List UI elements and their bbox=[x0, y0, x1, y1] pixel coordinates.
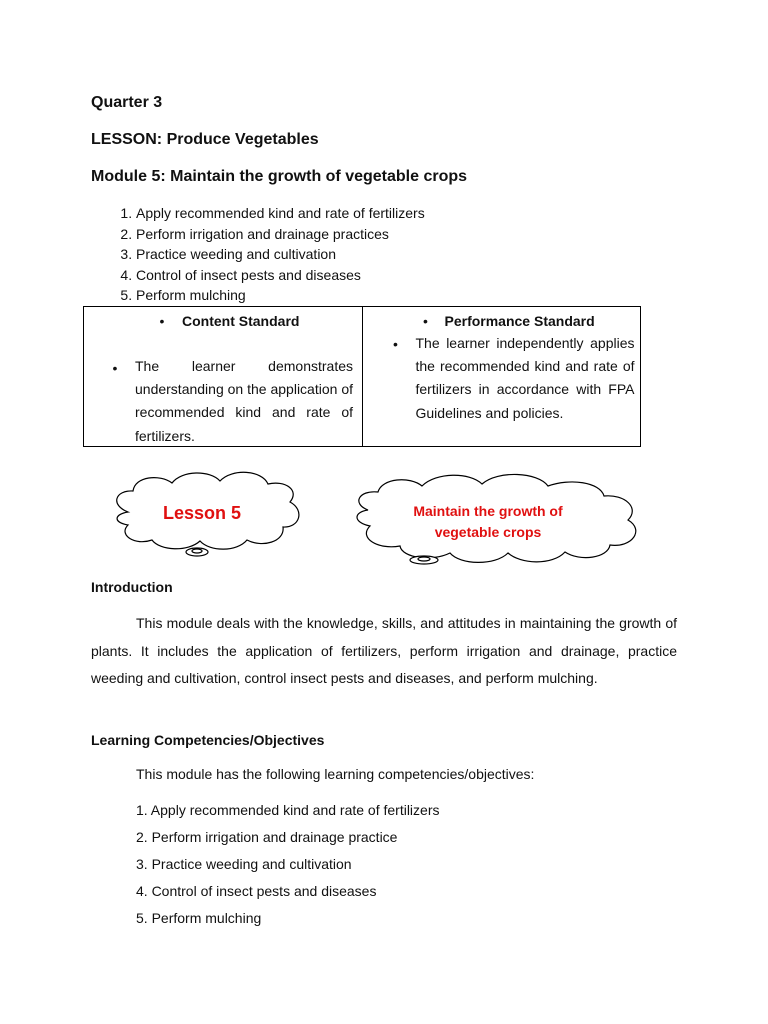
content-standard-text: The learner demonstrates understanding on the application of recommended kind and rate of fertilizers. bbox=[135, 358, 353, 444]
list-item: 2. Perform irrigation and drainage practices bbox=[136, 224, 425, 245]
list-item: 4. Control of insect pests and diseases bbox=[136, 265, 425, 286]
lesson-heading: LESSON: Produce Vegetables bbox=[91, 131, 319, 148]
performance-standard-header: Performance Standard bbox=[444, 313, 595, 329]
competencies-list bbox=[136, 797, 440, 932]
competencies-heading: Learning Competencies/Objectives bbox=[91, 732, 325, 748]
bullet-icon: • bbox=[112, 360, 118, 376]
lesson-cloud-label: Lesson 5 bbox=[162, 503, 242, 523]
list-item: 2. Perform irrigation and drainage practice bbox=[136, 829, 398, 845]
list-item: 1. Apply recommended kind and rate of fertilizers bbox=[136, 203, 425, 224]
performance-standard-text: The learner independently applies the recommended kind and rate of fertilizers in accordance with FPA Guidelines and policies. bbox=[415, 335, 635, 421]
list-item: 5. Perform mulching bbox=[136, 285, 425, 306]
bullet-icon: • bbox=[393, 336, 398, 352]
list-item: 4. Control of insect pests and diseases bbox=[136, 883, 377, 899]
quarter-heading: Quarter 3 bbox=[91, 94, 163, 111]
list-item: 3. Practice weeding and cultivation bbox=[136, 856, 352, 872]
module-heading: Module 5: Maintain the growth of vegetable crops bbox=[91, 168, 468, 185]
bullet-icon: • bbox=[159, 313, 165, 329]
introduction-heading: Introduction bbox=[91, 579, 173, 595]
content-standard-header: Content Standard bbox=[182, 313, 300, 329]
list-item: 1. Apply recommended kind and rate of fertilizers bbox=[136, 802, 440, 818]
topic-cloud-label: Maintain the growth of vegetable crops bbox=[413, 503, 563, 540]
introduction-paragraph bbox=[91, 610, 677, 693]
list-item: 5. Perform mulching bbox=[136, 910, 262, 926]
introduction-text: This module deals with the knowledge, skills, and attitudes in maintaining the growth of plants. It includes the application of fertilizers, perform irrigation and drainage, practice weeding and cultivation, control insect pests and diseases, and perform mulching. bbox=[91, 615, 677, 686]
list-item: 3. Practice weeding and cultivation bbox=[136, 244, 425, 265]
bullet-icon: • bbox=[423, 313, 428, 329]
competencies-intro: This module has the following learning competencies/objectives: bbox=[136, 766, 535, 782]
